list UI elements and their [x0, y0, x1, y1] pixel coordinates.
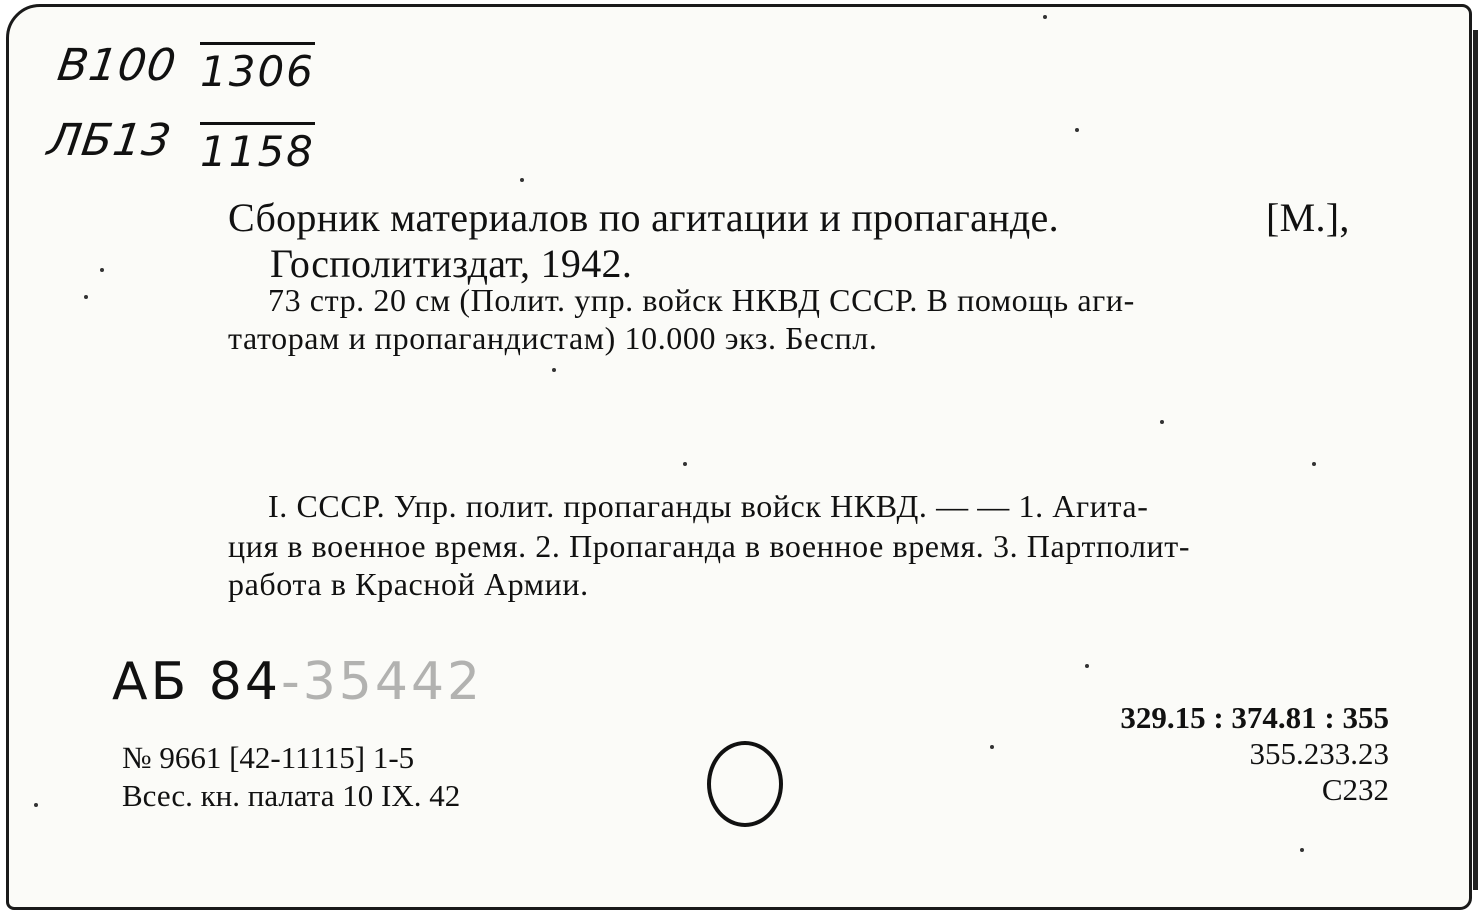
scan-speck — [1160, 420, 1164, 424]
accession-stamp — [112, 652, 483, 712]
scan-speck — [84, 295, 88, 299]
punch-hole — [707, 741, 783, 827]
scan-speck — [520, 178, 524, 182]
scan-speck — [100, 268, 104, 272]
subjects-line-2: ция в военное время. 2. Пропаганда в военное время. 3. Партполит- — [228, 528, 1191, 564]
handwritten-number-1: 1306 — [200, 42, 315, 96]
scan-speck — [1085, 664, 1089, 668]
subjects-line-3: работа в Красной Армии. — [228, 566, 589, 602]
accession-stamp-faded: -35442 — [280, 652, 484, 712]
handwritten-code-2: ЛБ13 — [44, 115, 175, 166]
handwritten-code-1: В100 — [54, 40, 180, 91]
handwritten-number-2: 1158 — [200, 122, 315, 176]
scan-speck — [1300, 848, 1304, 852]
card-edge-shadow — [1473, 30, 1478, 890]
scan-speck — [1312, 462, 1316, 466]
scan-speck — [683, 462, 687, 466]
scan-speck — [1075, 128, 1079, 132]
publication-place: [М.], — [1266, 195, 1350, 240]
card-title: Сборник материалов по агитации и пропаганде. — [228, 195, 1059, 240]
book-chamber: Всес. кн. палата 10 IX. 42 — [122, 778, 461, 813]
scan-speck — [1043, 15, 1047, 19]
record-number: № 9661 [42-11115] 1-5 — [122, 740, 415, 775]
description-line-2: таторам и пропагандистам) 10.000 экз. Беспл. — [228, 320, 878, 356]
description-line-1: 73 стр. 20 см (Полит. упр. войск НКВД СССР. В помощь аги- — [268, 282, 1135, 318]
scan-speck — [34, 803, 38, 807]
scan-speck — [990, 745, 994, 749]
accession-stamp-visible: АБ 84 — [112, 652, 281, 712]
udc-code-2: 355.233.23 — [1249, 736, 1389, 771]
scan-speck — [552, 368, 556, 372]
subjects-line-1: I. СССР. Упр. полит. пропаганды войск НКВД. — — 1. Агита- — [268, 488, 1149, 524]
udc-code-1: 329.15 : 374.81 : 355 — [1120, 700, 1389, 735]
shelf-code: С232 — [1321, 772, 1389, 807]
publisher-year: Госполитиздат, 1942. — [270, 241, 633, 286]
